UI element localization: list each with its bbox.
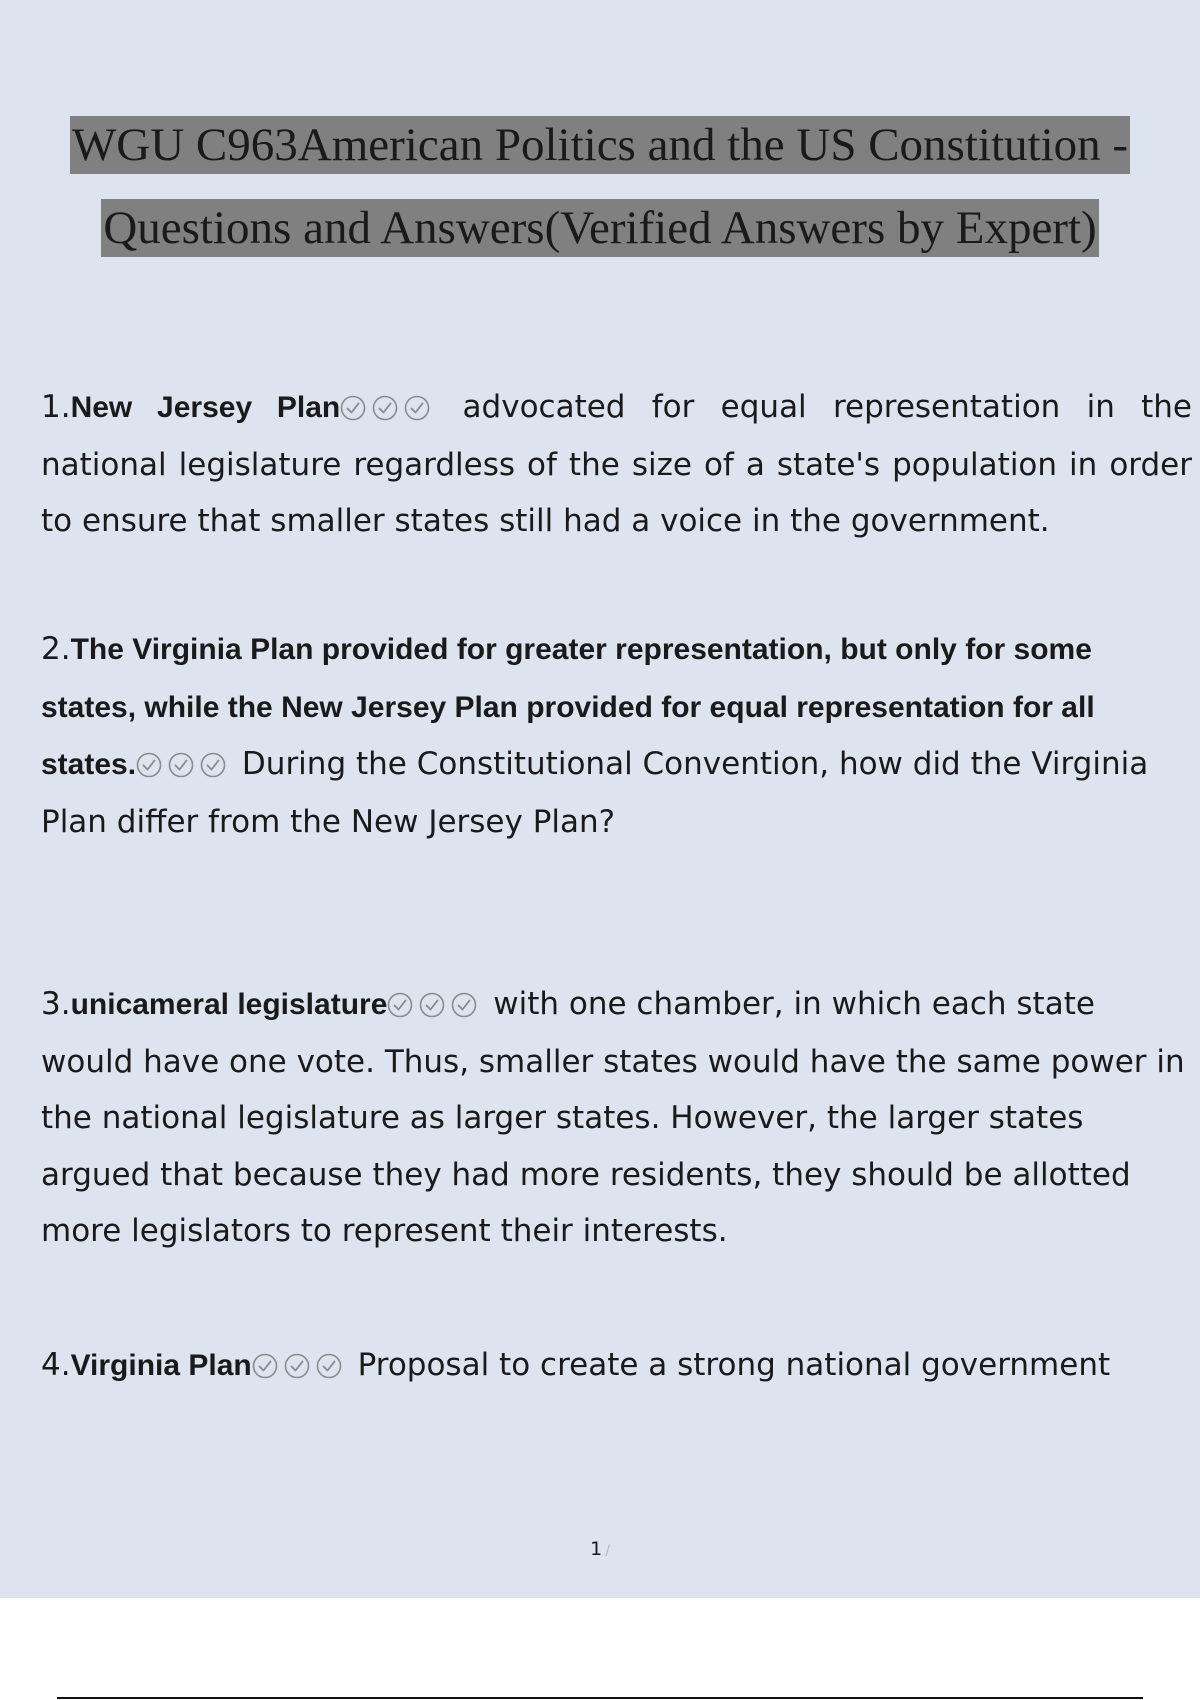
- item-answer: advocated for equal representation in the national legislature regardless of the size of a state's population in order to ensure that smaller states still had a voice in the government.: [41, 389, 1193, 539]
- item-answer: with one chamber, in which each state would have one vote. Thus, smaller states would have the same power in the national legislature as larger states. However, the larger states argued that because they had more residents, they should be allotted more legislators to represent their interests.: [41, 986, 1185, 1249]
- item-term: The Virginia Plan provided for greater representation, but only for some states, while the New Jersey Plan provided for equal representation for all states.: [41, 633, 1095, 781]
- check-circle-icon: [372, 395, 398, 421]
- item-number: 4.: [41, 1347, 71, 1383]
- check-circle-icon: [451, 992, 477, 1018]
- item-answer: During the Constitutional Convention, how did the Virginia Plan differ from the New Jersey Plan?: [41, 746, 1149, 840]
- verified-checks: [136, 736, 232, 793]
- page-number-value: 1: [590, 1538, 603, 1560]
- page-number-separator: /: [605, 1543, 610, 1559]
- check-circle-icon: [252, 1353, 278, 1379]
- check-circle-icon: [419, 992, 445, 1018]
- check-circle-icon: [284, 1353, 310, 1379]
- check-circle-icon: [404, 395, 430, 421]
- item-number: 3.: [41, 986, 71, 1022]
- item-number: 1.: [41, 389, 71, 425]
- check-circle-icon: [340, 395, 366, 421]
- qa-item-2: [41, 621, 1192, 850]
- verified-checks: [340, 379, 436, 436]
- page-number: [0, 1538, 1200, 1560]
- item-answer: Proposal to create a strong national government: [357, 1347, 1111, 1383]
- check-circle-icon: [387, 992, 413, 1018]
- verified-checks: [252, 1337, 348, 1394]
- footer-rule: [57, 1697, 1143, 1699]
- title-line-2: Questions and Answers(Verified Answers by Expert): [101, 199, 1098, 257]
- check-circle-icon: [168, 752, 194, 778]
- check-circle-icon: [316, 1353, 342, 1379]
- title-line-1: WGU C963American Politics and the US Constitution -: [70, 116, 1130, 174]
- item-term: Virginia Plan: [70, 1349, 252, 1382]
- item-term: New Jersey Plan: [70, 391, 341, 424]
- item-number: 2.: [41, 631, 71, 667]
- check-circle-icon: [200, 752, 226, 778]
- qa-item-4: [41, 1337, 1192, 1395]
- qa-item-1: [41, 379, 1192, 550]
- item-term: unicameral legislature: [70, 988, 388, 1021]
- check-circle-icon: [136, 752, 162, 778]
- verified-checks: [387, 976, 483, 1033]
- document-title: [0, 104, 1200, 270]
- qa-item-3: [41, 976, 1192, 1260]
